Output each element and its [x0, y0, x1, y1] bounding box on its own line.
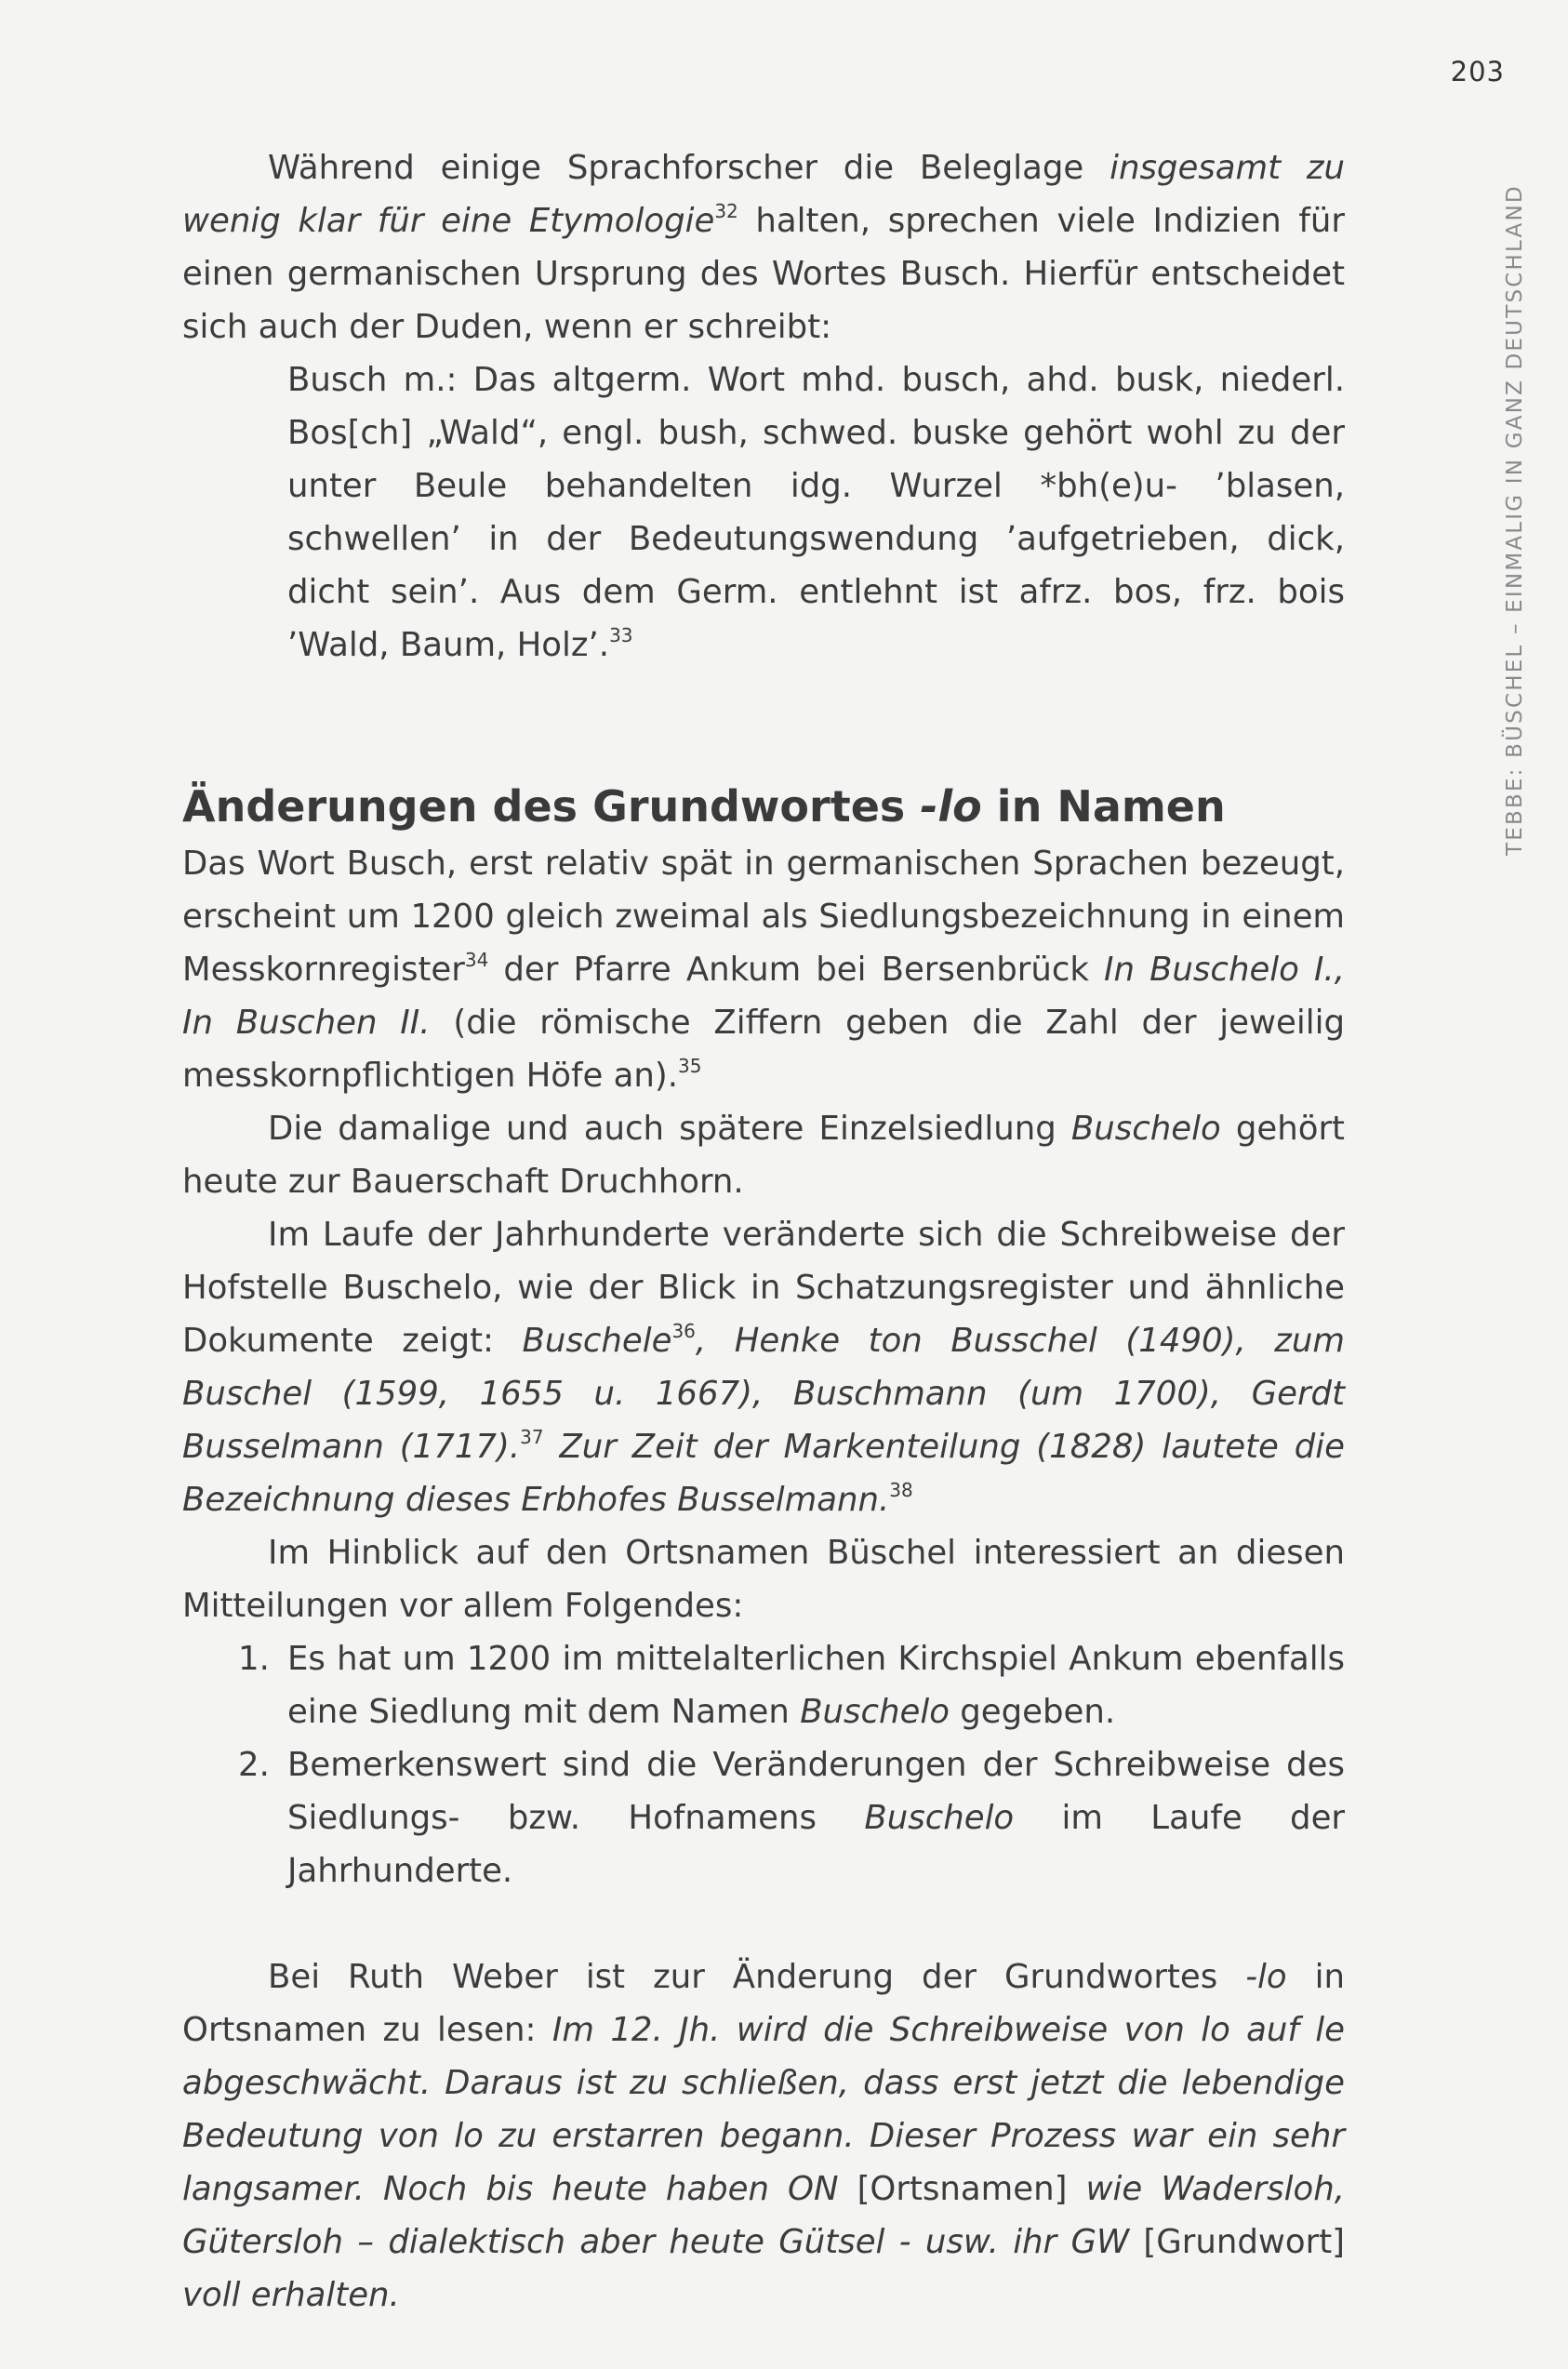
- list-item-italic: Buschelo: [864, 1799, 1015, 1837]
- p5-text-2: in Ortsnamen zu lesen:: [182, 1958, 1345, 2049]
- intro-text-1: Während einige Sprachforscher die Beleglage: [268, 149, 1110, 187]
- quote-text: Busch m.: Das altgerm. Wort mhd. busch, ahd. busk, niederl. Bos[ch] „Wald“, engl. bush, schwed. buske gehört wohl zu der unter Beule behandelten idg. Wurzel *bh(e)u- ’blasen, schwellen’ in der Bedeutungswendung ’aufgetrieben, dick, dicht sein’. Aus dem Germ. entlehnt ist afrz. bos, frz. bois ’Wald, Baum, Holz’.: [287, 361, 1345, 664]
- list-item-text-1: Bemerkenswert sind die Veränderungen der Schreibweise des Siedlungs- bzw. Hofnamens: [287, 1746, 1345, 1837]
- paragraph-1: [182, 837, 1345, 1102]
- list-item-italic: Buschelo: [800, 1693, 950, 1731]
- p5-italic-4: voll erhalten.: [182, 2276, 400, 2314]
- p1-text-2: der Pfarre Ankum bei Bersenbrück: [488, 951, 1105, 989]
- main-text: [182, 141, 1345, 2322]
- p2-text-1: Die damalige und auch spätere Einzelsiedlung: [268, 1110, 1071, 1148]
- p5-text-4: [Grundwort]: [1129, 2223, 1345, 2261]
- p3-italic-3: Zur Zeit der Markenteilung (1828) lautete die Bezeichnung dieses Erbhofes Busselmann.: [182, 1428, 1345, 1519]
- list-item-text-2: gegeben.: [949, 1693, 1116, 1731]
- p1-text-1: Das Wort Busch, erst relativ spät in germanischen Sprachen bezeugt, erscheint um 1200 gleich zweimal als Siedlungsbezeichnung in einem Messkornregister: [182, 845, 1345, 989]
- heading-italic: -lo: [920, 781, 982, 832]
- paragraph-4: Im Hinblick auf den Ortsnamen Büschel interessiert an diesen Mitteilungen vor allem Folgendes:: [182, 1534, 1345, 1625]
- footnote-ref-33: 33: [609, 624, 633, 646]
- duden-quote: [287, 353, 1345, 672]
- p3-italic-2: , Henke ton Busschel (1490), zum Buschel (1599, 1655 u. 1667), Buschmann (um 1700), Gerdt Busselmann (1717).: [182, 1322, 1345, 1466]
- footnote-ref-32: 32: [714, 200, 738, 222]
- p2-italic: Buschelo: [1070, 1110, 1221, 1148]
- list-item-text-1: Es hat um 1200 im mittelalterlichen Kirchspiel Ankum ebenfalls eine Siedlung mit dem Namen: [287, 1640, 1345, 1731]
- p1-text-3: (die römische Ziffern geben die Zahl der jeweilig messkornpflichtigen Höfe an).: [182, 1004, 1345, 1095]
- spacer: [182, 1897, 1345, 1950]
- list-item: [182, 1632, 1345, 1738]
- p5-italic-2: Im 12. Jh. wird die Schreibweise von lo auf le abgeschwächt. Daraus ist zu schließen, dass erst jetzt die lebendige Bedeutung von lo zu erstarren begann. Dieser Prozess war ein sehr langsamer. Noch bis heute haben ON: [182, 2011, 1345, 2208]
- footnote-ref-37: 37: [520, 1426, 544, 1448]
- footnote-ref-35: 35: [678, 1055, 702, 1077]
- list-item: [182, 1738, 1345, 1897]
- intro-paragraph: [182, 141, 1345, 353]
- list-number: 1.: [238, 1640, 270, 1678]
- p1-italic: In Buschelo I., In Buschen II.: [182, 951, 1345, 1042]
- heading-text-2: in Namen: [981, 781, 1226, 832]
- p5-text-3: [Ortsnamen]: [838, 2170, 1086, 2208]
- running-head: [1499, 149, 1527, 856]
- paragraph-5: [182, 1950, 1345, 2322]
- p5-italic-1: -lo: [1245, 1958, 1287, 1996]
- p3-italic-1: Buschele: [522, 1322, 672, 1360]
- numbered-list: [182, 1632, 1345, 1897]
- section-heading: [182, 776, 1345, 837]
- footnote-ref-34: 34: [464, 949, 489, 971]
- paragraph-2: [182, 1102, 1345, 1208]
- p5-italic-3: wie Wadersloh, Gütersloh – dialektisch aber heute Gütsel - usw. ihr GW: [182, 2170, 1345, 2261]
- intro-text-2: halten, sprechen viele Indizien für einen germanischen Ursprung des Wortes Busch. Hierfür entscheidet sich auch der Duden, wenn er schreibt:: [182, 202, 1345, 346]
- intro-italic: insgesamt zu wenig klar für eine Etymologie: [182, 149, 1345, 240]
- p2-text-2: gehört heute zur Bauerschaft Druchhorn.: [182, 1110, 1345, 1201]
- list-item-text-2: im Laufe der Jahrhunderte.: [287, 1799, 1346, 1890]
- footnote-ref-36: 36: [671, 1320, 696, 1342]
- p3-text-1: Im Laufe der Jahrhunderte veränderte sich die Schreibweise der Hofstelle Buschelo, wie der Blick in Schatzungsregister und ähnliche Dokumente zeigt:: [182, 1216, 1345, 1360]
- footnote-ref-38: 38: [889, 1479, 913, 1501]
- running-head-text: TEBBE: BÜSCHEL – EINMALIG IN GANZ DEUTSCHLAND: [1503, 184, 1527, 856]
- p5-text-1: Bei Ruth Weber ist zur Änderung der Grundwortes: [268, 1958, 1246, 1996]
- heading-text-1: Änderungen des Grundwortes: [182, 781, 921, 832]
- page-number: 203: [1450, 56, 1505, 87]
- list-number: 2.: [238, 1746, 270, 1784]
- paragraph-3: [182, 1208, 1345, 1526]
